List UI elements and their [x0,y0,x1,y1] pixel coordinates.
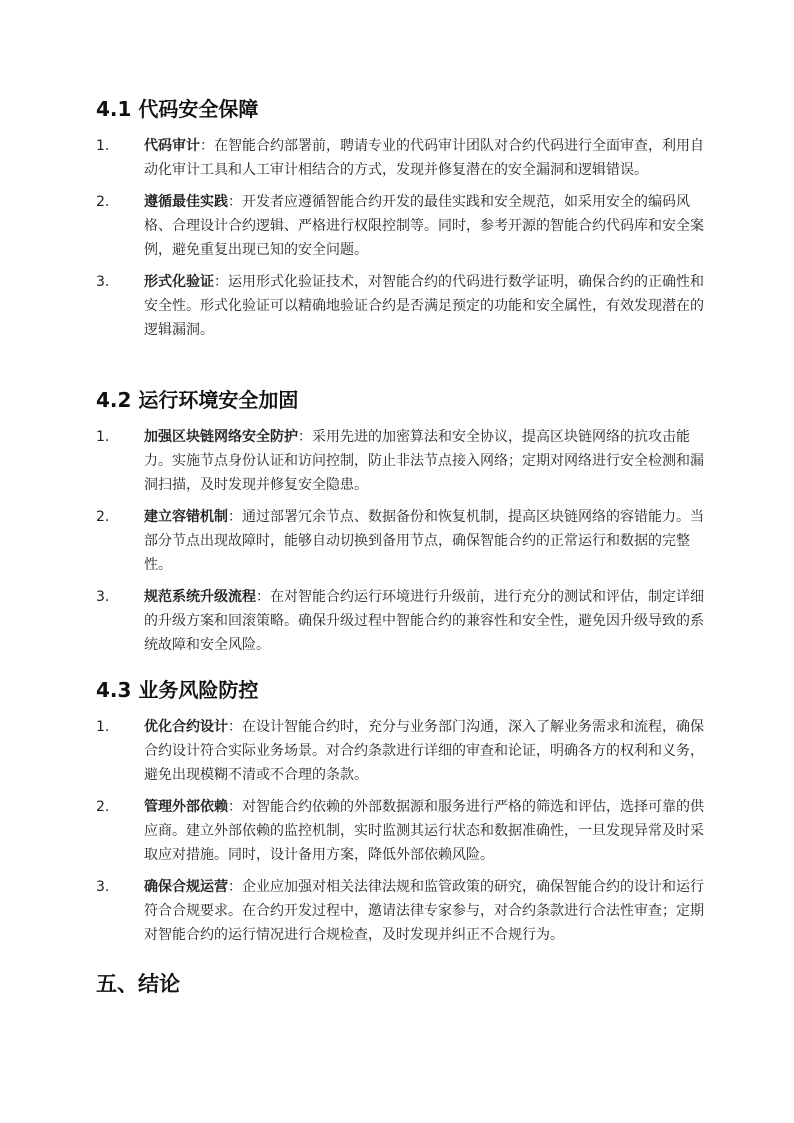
item-term: 规范系统升级流程 [144,589,256,605]
item-number: 2. [96,194,110,210]
item-number: 1. [96,429,110,445]
list-item [96,875,706,947]
item-term: 形式化验证 [144,274,214,290]
conclusion-heading: 五、结论 [96,972,180,996]
item-text: 对智能合约依赖的外部数据源和服务进行严格的筛选和评估，选择可靠的供应商。建立外部依赖的监控机制，实时监测其运行状态和数据准确性，一旦发现异常及时采取应对措施。同时，设计备用方案，降低外部依赖风险。 [144,799,704,863]
section-heading: 4.3 业务风险防控 [96,678,259,702]
item-term: 建立容错机制 [144,509,228,525]
item-separator: ： [228,194,242,210]
item-text: 在智能合约部署前，聘请专业的代码审计团队对合约代码进行全面审查，利用自动化审计工具和人工审计相结合的方式，发现并修复潜在的安全漏洞和逻辑错误。 [144,138,704,178]
item-text: 开发者应遵循智能合约开发的最佳实践和安全规范，如采用安全的编码风格、合理设计合约逻辑、严格进行权限控制等。同时，参考开源的智能合约代码库和安全案例，避免重复出现已知的安全问题。 [144,194,704,258]
item-text: 通过部署冗余节点、数据备份和恢复机制，提高区块链网络的容错能力。当部分节点出现故障时，能够自动切换到备用节点，确保智能合约的正常运行和数据的完整性。 [144,509,704,573]
list-item [96,190,706,262]
numbered-list [96,425,706,657]
list-item [96,715,706,787]
item-term: 代码审计 [144,138,200,154]
list-item [96,425,706,497]
item-separator: ： [228,719,242,735]
item-number: 2. [96,509,110,525]
item-separator: ： [228,799,242,815]
list-item [96,505,706,577]
item-term: 确保合规运营 [144,879,228,895]
list-item [96,270,706,342]
item-number: 1. [96,138,110,154]
numbered-list [96,134,706,342]
item-number: 3. [96,879,110,895]
item-term: 管理外部依赖 [144,799,228,815]
item-number: 3. [96,274,110,290]
item-separator: ： [298,429,312,445]
item-separator: ： [228,509,242,525]
item-text: 在对智能合约运行环境进行升级前，进行充分的测试和评估，制定详细的升级方案和回滚策略。确保升级过程中智能合约的兼容性和安全性，避免因升级导致的系统故障和安全风险。 [144,589,704,653]
item-term: 遵循最佳实践 [144,194,228,210]
section-business-risk [96,676,706,947]
section-code-security [96,95,706,342]
item-separator: ： [200,138,214,154]
numbered-list [96,715,706,947]
section-heading: 4.1 代码安全保障 [96,97,259,121]
section-conclusion [96,969,706,999]
item-term: 优化合约设计 [144,719,228,735]
section-heading: 4.2 运行环境安全加固 [96,388,299,412]
item-text: 企业应加强对相关法律法规和监管政策的研究，确保智能合约的设计和运行符合合规要求。在合约开发过程中，邀请法律专家参与，对合约条款进行合法性审查；定期对智能合约的运行情况进行合规检查，及时发现并纠正不合规行为。 [144,879,704,943]
section-runtime-security [96,386,706,657]
item-number: 1. [96,719,110,735]
item-text: 在设计智能合约时，充分与业务部门沟通，深入了解业务需求和流程，确保合约设计符合实际业务场景。对合约条款进行详细的审查和论证，明确各方的权利和义务，避免出现模糊不清或不合理的条款。 [144,719,704,783]
list-item [96,585,706,657]
item-term: 加强区块链网络安全防护 [144,429,298,445]
item-separator: ： [256,589,270,605]
list-item [96,134,706,182]
item-text: 采用先进的加密算法和安全协议，提高区块链网络的抗攻击能力。实施节点身份认证和访问控制，防止非法节点接入网络；定期对网络进行安全检测和漏洞扫描，及时发现并修复安全隐患。 [144,429,704,493]
item-separator: ： [228,879,242,895]
item-text: 运用形式化验证技术，对智能合约的代码进行数学证明，确保合约的正确性和安全性。形式化验证可以精确地验证合约是否满足预定的功能和安全属性，有效发现潜在的逻辑漏洞。 [144,274,704,338]
item-separator: ： [214,274,228,290]
list-item [96,795,706,867]
item-number: 2. [96,799,110,815]
item-number: 3. [96,589,110,605]
